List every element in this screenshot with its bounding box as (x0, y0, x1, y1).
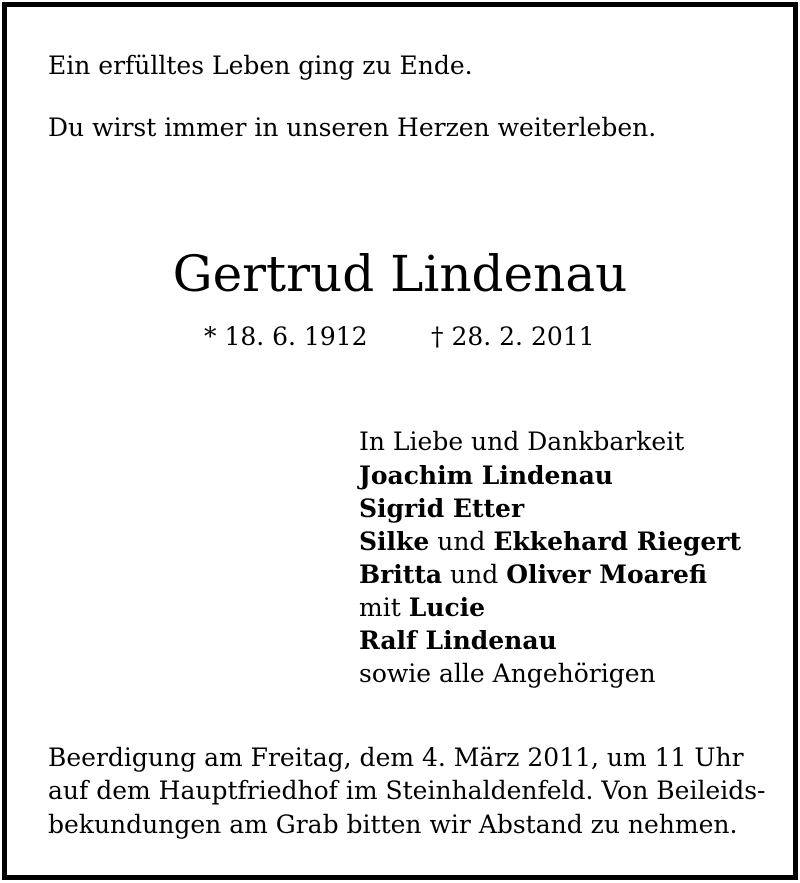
mourner-britta-name: Britta (359, 560, 443, 589)
funeral-line-1: Beerdigung am Freitag, dem 4. März 2011, um 11 Uhr (48, 743, 744, 772)
birth-date: * 18. 6. 1912 (204, 322, 368, 351)
intro-line-1: Ein erfülltes Leben ging zu Ende. (48, 51, 473, 80)
mourner-joachim-name: Joachim Lindenau (359, 461, 613, 490)
mourners-heading: In Liebe und Dankbarkeit (359, 427, 685, 456)
mourner-ralf (359, 626, 557, 655)
conjunction-und: und (442, 560, 507, 589)
funeral-line-2: auf dem Hauptfriedhof im Steinhaldenfeld. Von Beileids- (48, 776, 766, 805)
mourner-sigrid-name: Sigrid Etter (359, 494, 525, 523)
obituary-notice (2, 2, 798, 880)
conjunction-und: und (429, 527, 494, 556)
funeral-line-3: bekundungen am Grab bitten wir Abstand zu nehmen. (48, 810, 738, 839)
mourner-joachim (359, 461, 613, 490)
mourner-lucie (359, 593, 485, 622)
mourner-lucie-name: Lucie (408, 593, 486, 622)
mourner-britta-oliver (359, 560, 707, 589)
intro-line-2: Du wirst immer in unseren Herzen weiterleben. (48, 113, 657, 142)
mourners-closing: sowie alle Angehörigen (359, 659, 656, 688)
mourner-sigrid (359, 494, 524, 523)
mourner-silke-ekkehard (359, 527, 741, 556)
death-date: † 28. 2. 2011 (431, 322, 595, 351)
mourner-silke-name: Silke (359, 527, 430, 556)
deceased-name: Gertrud Lindenau (172, 245, 628, 303)
mourner-oliver-name: Oliver Moarefi (506, 560, 708, 589)
preposition-mit: mit (359, 593, 409, 622)
mourner-ralf-name: Ralf Lindenau (359, 626, 557, 655)
mourner-ekkehard-name: Ekkehard Riegert (493, 527, 742, 556)
